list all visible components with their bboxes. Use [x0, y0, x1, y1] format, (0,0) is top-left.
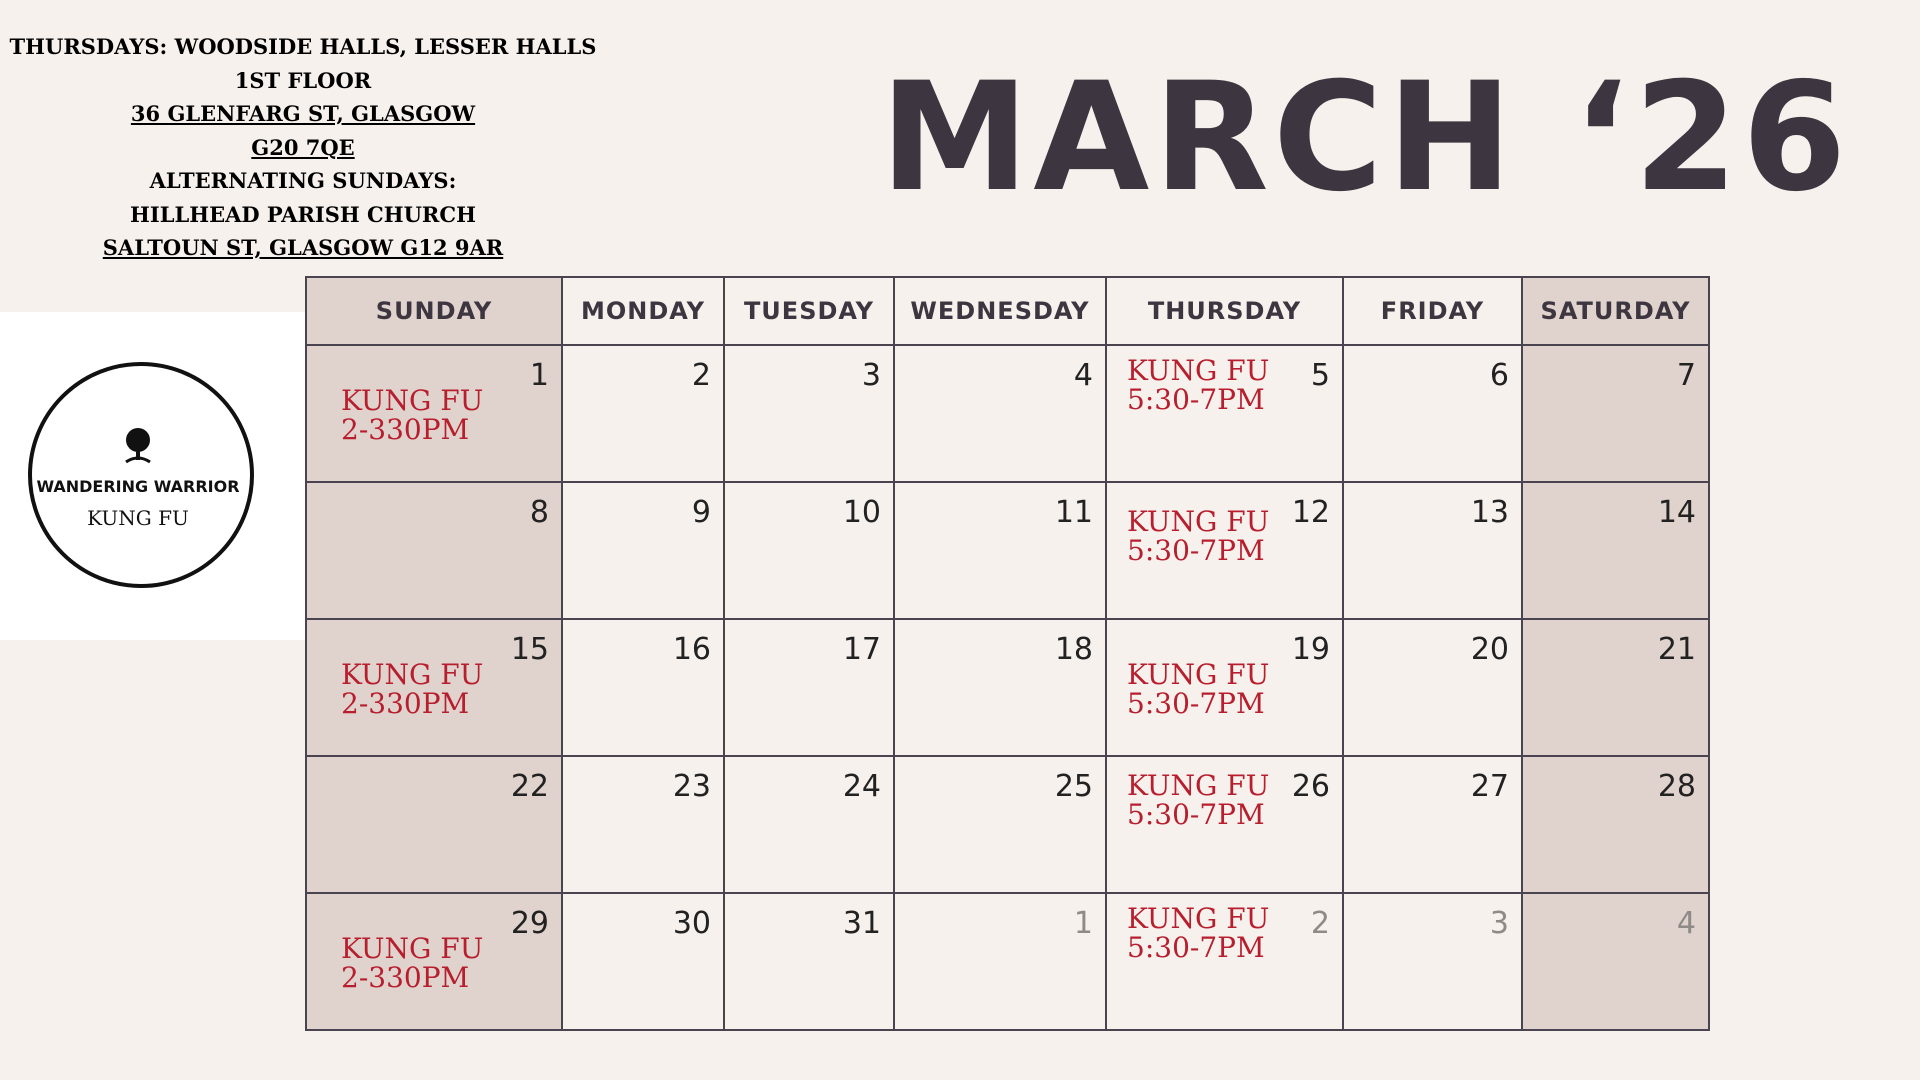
day-cell[interactable] — [306, 619, 562, 756]
logo-line-1: WANDERING WARRIOR — [36, 477, 240, 496]
day-cell[interactable] — [306, 893, 562, 1030]
logo-ring — [28, 362, 254, 588]
header-thursday: THURSDAY — [1106, 277, 1343, 345]
day-number: 8 — [529, 495, 549, 530]
day-cell[interactable] — [1106, 345, 1343, 482]
day-cell[interactable] — [562, 893, 724, 1030]
day-cell[interactable] — [1343, 345, 1522, 482]
day-cell[interactable] — [1343, 756, 1522, 893]
day-number: 3 — [861, 358, 881, 393]
day-cell[interactable] — [1343, 619, 1522, 756]
day-cell[interactable] — [1106, 619, 1343, 756]
week-row — [306, 345, 1709, 482]
day-cell[interactable] — [724, 345, 894, 482]
event-sunday-class — [341, 660, 483, 718]
day-number: 25 — [1054, 769, 1093, 804]
day-number: 15 — [510, 632, 549, 667]
event-title: KUNG FU — [1127, 902, 1270, 935]
event-title: KUNG FU — [341, 384, 484, 417]
day-cell[interactable] — [724, 756, 894, 893]
event-time: 5:30-7PM — [1127, 687, 1265, 720]
day-cell[interactable] — [724, 893, 894, 1030]
location-info — [0, 30, 606, 265]
day-number: 26 — [1291, 769, 1330, 804]
day-cell[interactable] — [1522, 345, 1709, 482]
week-row — [306, 893, 1709, 1030]
day-number: 19 — [1291, 632, 1330, 667]
day-number: 1 — [529, 358, 549, 393]
day-number: 23 — [672, 769, 711, 804]
info-line-thursdays: THURSDAYS: WOODSIDE HALLS, LESSER HALLS — [9, 34, 597, 59]
event-time: 5:30-7PM — [1127, 931, 1265, 964]
info-line-church-address: SALTOUN ST, GLASGOW G12 9AR — [102, 235, 504, 260]
day-cell[interactable] — [306, 482, 562, 619]
header-sunday: SUNDAY — [306, 277, 562, 345]
event-thursday-class — [1127, 356, 1269, 414]
info-line-postcode: G20 7QE — [251, 134, 355, 160]
month-title: MARCH ‘26 — [880, 51, 1851, 225]
event-thursday-class — [1127, 660, 1269, 718]
event-time: 2-330PM — [341, 413, 470, 446]
event-title: KUNG FU — [1127, 354, 1270, 387]
info-line-sundays: ALTERNATING SUNDAYS: — [149, 168, 457, 193]
day-cell[interactable] — [1522, 756, 1709, 893]
day-cell[interactable] — [562, 345, 724, 482]
day-number: 13 — [1470, 495, 1509, 530]
day-cell[interactable] — [562, 619, 724, 756]
day-cell[interactable] — [894, 482, 1106, 619]
day-number: 9 — [691, 495, 711, 530]
event-time: 5:30-7PM — [1127, 534, 1265, 567]
day-number: 24 — [842, 769, 881, 804]
day-cell[interactable] — [1106, 482, 1343, 619]
day-number-next-month: 1 — [1073, 906, 1093, 941]
day-number: 31 — [842, 906, 881, 941]
day-number: 18 — [1054, 632, 1093, 667]
week-row — [306, 619, 1709, 756]
day-number: 20 — [1470, 632, 1509, 667]
day-number: 30 — [672, 906, 711, 941]
day-number: 28 — [1657, 769, 1696, 804]
day-number-next-month: 3 — [1489, 906, 1509, 941]
info-line-church: HILLHEAD PARISH CHURCH — [130, 201, 476, 227]
info-line-street: 36 GLENFARG ST, GLASGOW — [130, 101, 476, 126]
day-cell[interactable] — [1106, 893, 1343, 1030]
day-cell[interactable] — [306, 756, 562, 893]
event-time: 2-330PM — [341, 687, 470, 720]
event-title: KUNG FU — [1127, 505, 1270, 538]
day-number: 4 — [1073, 358, 1093, 393]
day-cell[interactable] — [894, 619, 1106, 756]
event-sunday-class — [341, 386, 483, 444]
day-number-next-month: 4 — [1676, 906, 1696, 941]
header-friday: FRIDAY — [1343, 277, 1522, 345]
day-number: 21 — [1657, 632, 1696, 667]
day-number: 22 — [510, 769, 549, 804]
event-title: KUNG FU — [1127, 658, 1270, 691]
event-time: 2-330PM — [341, 961, 470, 994]
event-time: 5:30-7PM — [1127, 798, 1265, 831]
day-number: 11 — [1054, 495, 1093, 530]
week-row — [306, 482, 1709, 619]
event-thursday-class — [1127, 507, 1269, 565]
event-title: KUNG FU — [341, 658, 484, 691]
logo-line-2: KUNG FU — [87, 506, 189, 530]
header-tuesday: TUESDAY — [724, 277, 894, 345]
day-cell[interactable] — [562, 482, 724, 619]
day-cell[interactable] — [724, 482, 894, 619]
day-cell[interactable] — [562, 756, 724, 893]
day-cell[interactable] — [1522, 893, 1709, 1030]
event-title: KUNG FU — [341, 932, 484, 965]
day-cell[interactable] — [1522, 619, 1709, 756]
day-cell[interactable] — [1343, 482, 1522, 619]
day-number: 27 — [1470, 769, 1509, 804]
event-time: 5:30-7PM — [1127, 383, 1265, 416]
logo — [0, 312, 305, 640]
calendar-grid — [305, 276, 1710, 1031]
day-cell[interactable] — [724, 619, 894, 756]
day-cell[interactable] — [1343, 893, 1522, 1030]
day-number: 10 — [842, 495, 881, 530]
tree-icon — [118, 426, 158, 466]
day-number: 5 — [1310, 358, 1330, 393]
day-cell[interactable] — [1106, 756, 1343, 893]
day-cell[interactable] — [894, 893, 1106, 1030]
weekday-header-row — [306, 277, 1709, 345]
day-cell[interactable] — [894, 756, 1106, 893]
day-number: 16 — [672, 632, 711, 667]
day-number: 7 — [1676, 358, 1696, 393]
header-saturday: SATURDAY — [1522, 277, 1709, 345]
day-cell[interactable] — [306, 345, 562, 482]
week-row — [306, 756, 1709, 893]
day-number: 6 — [1489, 358, 1509, 393]
event-thursday-class — [1127, 904, 1269, 962]
day-number: 14 — [1657, 495, 1696, 530]
event-title: KUNG FU — [1127, 769, 1270, 802]
day-number: 29 — [510, 906, 549, 941]
day-number: 17 — [842, 632, 881, 667]
day-number: 12 — [1291, 495, 1330, 530]
event-thursday-class — [1127, 771, 1269, 829]
day-number: 2 — [691, 358, 711, 393]
day-cell[interactable] — [894, 345, 1106, 482]
header-wednesday: WEDNESDAY — [894, 277, 1106, 345]
event-sunday-class — [341, 934, 483, 992]
day-cell[interactable] — [1522, 482, 1709, 619]
day-number-next-month: 2 — [1310, 906, 1330, 941]
header-monday: MONDAY — [562, 277, 724, 345]
info-line-floor: 1ST FLOOR — [234, 67, 372, 93]
